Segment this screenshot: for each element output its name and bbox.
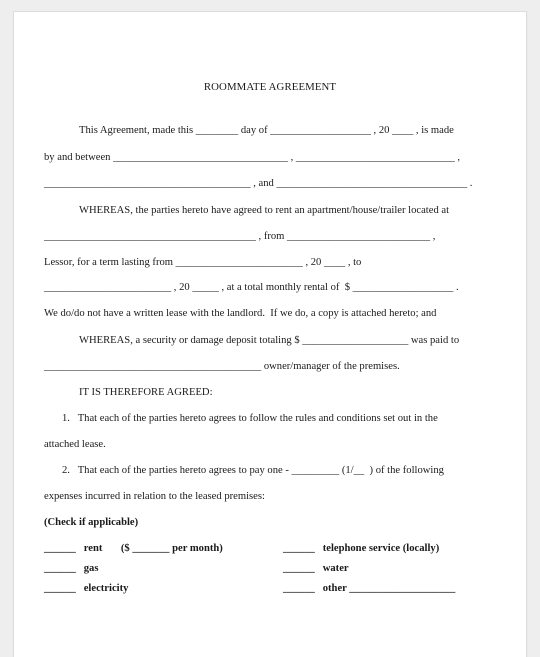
document-page <box>14 12 526 657</box>
paragraph-line: We do/do not have a written lease with the landlord. If we do, a copy is attached hereto; and <box>44 308 437 319</box>
expense-item-other: ______ other ____________________ <box>283 583 456 594</box>
document-title: ROOMMATE AGREEMENT <box>203 81 337 93</box>
expense-item-telephone: ______ telephone service (locally) <box>283 543 440 554</box>
paragraph-line: ________________________________________ , from ___________________________ , <box>44 231 436 242</box>
expense-item-gas: ______ gas <box>44 563 99 574</box>
expense-item-rent: ______ rent ($ _______ per month) <box>44 543 223 554</box>
expense-item-water: ______ water <box>283 563 349 574</box>
section-heading: IT IS THEREFORE AGREED: <box>79 387 213 398</box>
paragraph-line: _______________________________________ , and ____________________________________ . <box>44 178 473 189</box>
paragraph-line: This Agreement, made this ________ day of ___________________ , 20 ____ , is made <box>79 125 454 136</box>
paragraph-line: Lessor, for a term lasting from ________________________ , 20 ____ , to <box>44 257 362 268</box>
paragraph-line: expenses incurred in relation to the leased premises: <box>44 491 265 502</box>
numbered-clause: 2. That each of the parties hereto agrees to pay one - _________ (1/__ ) of the following <box>62 465 444 476</box>
paragraph-line: WHEREAS, the parties hereto have agreed to rent an apartment/house/trailer located at <box>79 205 450 216</box>
numbered-clause: 1. That each of the parties hereto agrees to follow the rules and conditions set out in the <box>62 413 438 424</box>
expense-item-electricity: ______ electricity <box>44 583 129 594</box>
paragraph-line: _________________________________________ owner/manager of the premises. <box>44 361 400 372</box>
check-heading: (Check if applicable) <box>44 517 139 528</box>
paragraph-line: WHEREAS, a security or damage deposit totaling $ ____________________ was paid to <box>79 335 460 346</box>
paragraph-line: attached lease. <box>44 439 106 450</box>
paragraph-line: by and between _________________________________ , ______________________________ , <box>44 152 461 163</box>
paragraph-line: ________________________ , 20 _____ , at a total monthly rental of $ ___________________ . <box>44 282 459 293</box>
